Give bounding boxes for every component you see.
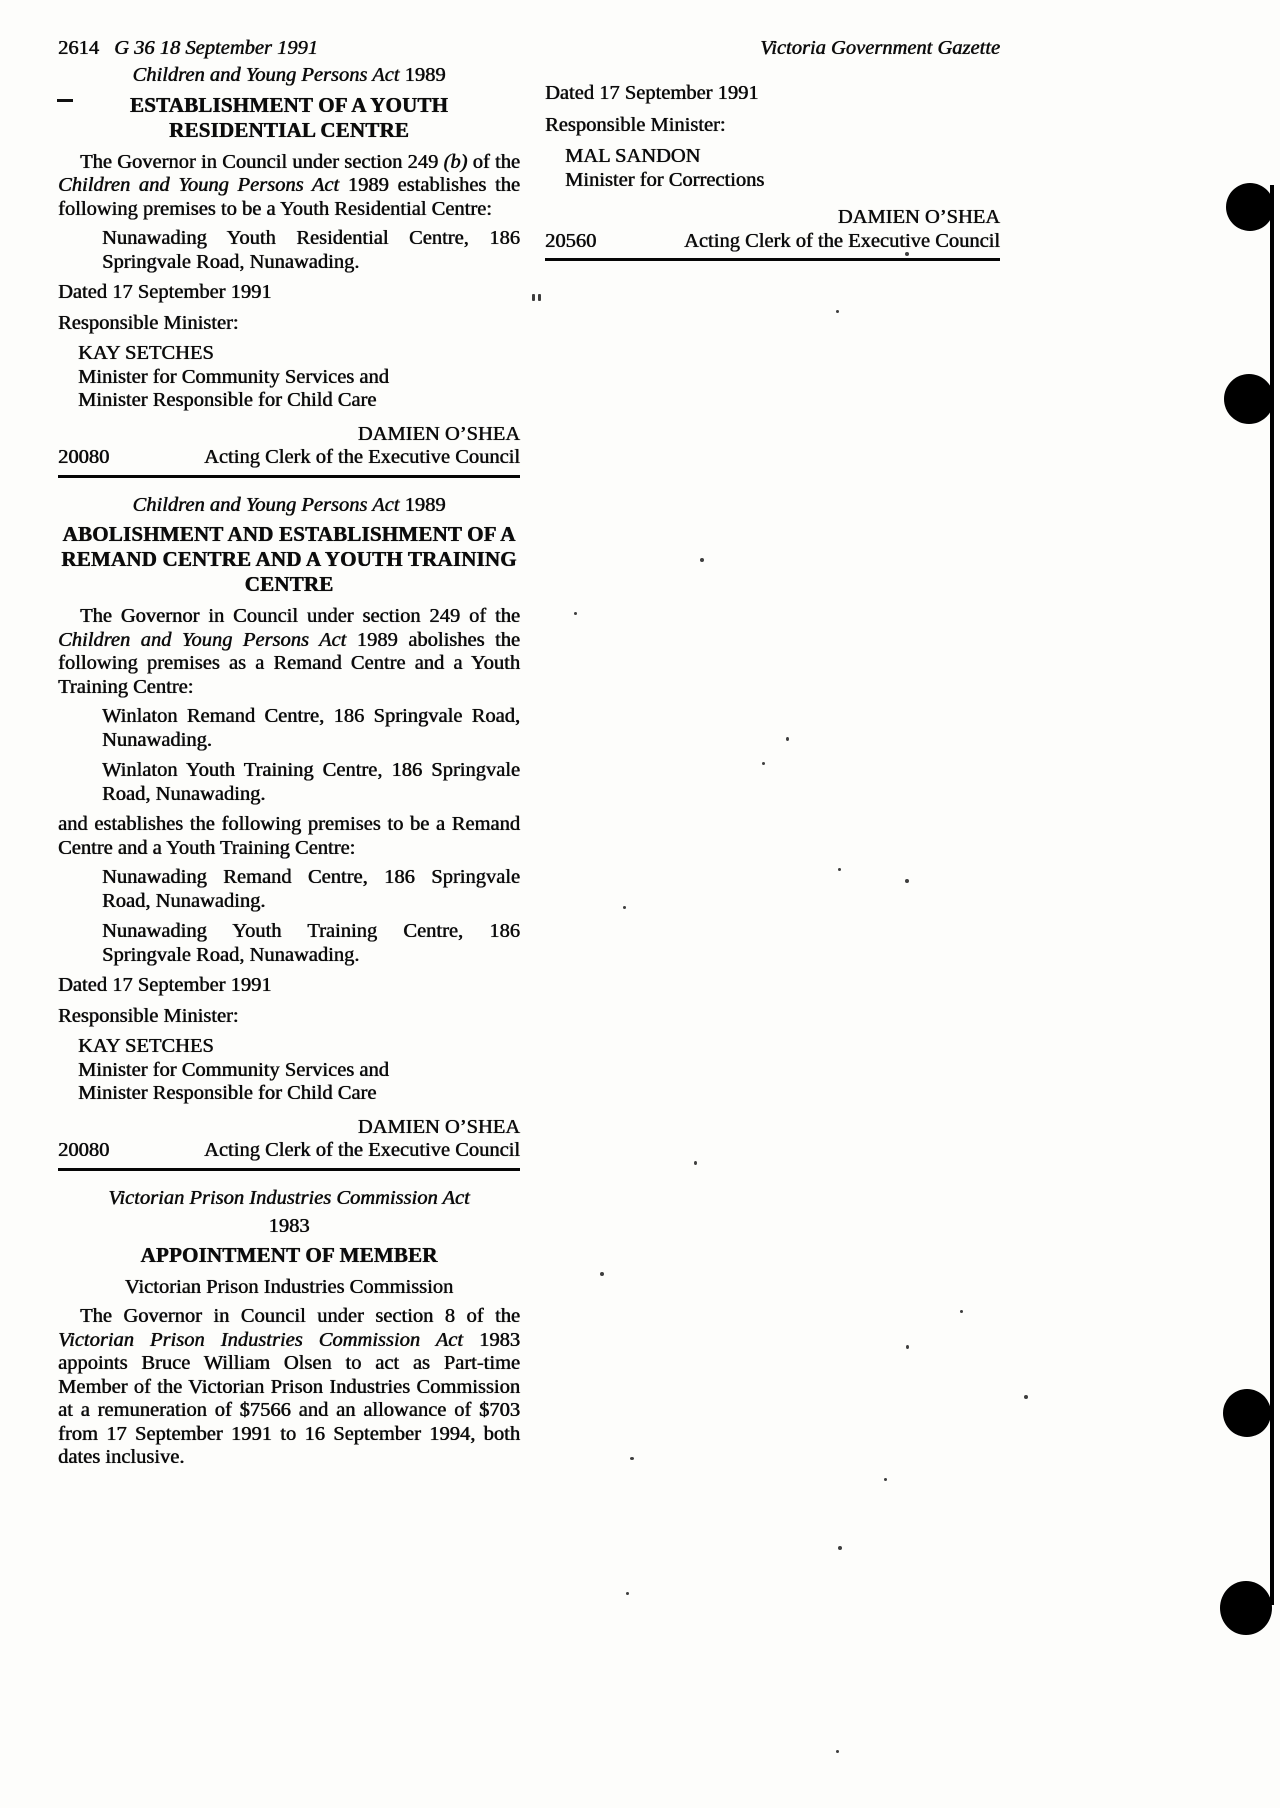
scan-speck [600,1272,604,1276]
scan-speck [1024,1395,1028,1399]
scan-speck [57,99,73,102]
signature-name: DAMIEN O’SHEA [837,206,1000,228]
scan-speck [905,879,909,883]
notice-number: 20080 [58,446,110,468]
premises-item: Nunawading Remand Centre, 186 Springvale Road, Nunawading. [102,866,520,912]
dated-line: Dated 17 September 1991 [58,281,272,303]
minister-name: MAL SANDON [565,145,701,167]
header-left [58,36,318,60]
binding-hole [1220,1581,1272,1635]
notice-corrections-continuation [545,82,1000,261]
scan-speck [694,1161,697,1165]
scan-speck [836,1750,839,1753]
minister-title: Minister for Corrections [565,168,765,191]
column-rule [58,475,520,478]
notice-number: 20560 [545,229,597,252]
intro-paragraph: The Governor in Council under section 249 of the Children and Young Persons Act 1989 abolishes the following premises as a Remand Centre and a Youth Training Centre: [58,605,520,698]
notice-heading: APPOINTMENT OF MEMBER [140,1242,438,1267]
notice-appointment [58,1187,520,1470]
scan-speck [532,294,535,301]
responsible-minister-label: Responsible Minister: [545,113,726,136]
responsible-minister-label: Responsible Minister: [58,311,239,334]
issue-info: G 36 18 September 1991 [114,37,318,59]
minister-title: Minister Responsible for Child Care [78,1082,377,1104]
signature-name: DAMIEN O’SHEA [357,1115,520,1138]
signature-title: Acting Clerk of the Executive Council [684,229,1000,252]
binding-hole [1226,183,1274,231]
scan-speck [838,1546,842,1550]
page-header [58,36,1000,60]
gazette-title: Victoria Government Gazette [760,37,1000,59]
act-title: Children and Young Persons Act 1989 [132,64,446,86]
signature-row [545,230,1000,254]
act-title: Children and Young Persons Act 1989 [132,493,446,516]
dated-line: Dated 17 September 1991 [58,974,272,996]
left-column [58,64,520,1476]
binding-hole [1224,374,1274,424]
scan-speck [905,252,909,256]
scan-speck [836,310,839,313]
notice-establishment [58,64,520,478]
notice-abolishment [58,494,520,1171]
binding-hole [1223,1389,1271,1437]
scan-speck [960,1310,963,1313]
scan-speck [786,737,789,741]
dated-line: Dated 17 September 1991 [545,82,759,104]
signature-title: Acting Clerk of the Executive Council [204,1139,520,1161]
minister-title: Minister for Community Services and [78,1058,389,1081]
mid-paragraph: and establishes the following premises to be a Remand Centre and a Youth Training Centre: [58,813,520,859]
scan-speck [623,906,626,909]
intro-paragraph: The Governor in Council under section 249 (b) of the Children and Young Persons Act 1989 establishes the following premises to be a Youth Residential Centre: [58,150,520,220]
column-rule [58,1168,520,1171]
scan-speck [630,1457,634,1460]
scan-speck [626,1592,629,1595]
minister-name: KAY SETCHES [78,342,214,364]
premises-item: Winlaton Youth Training Centre, 186 Springvale Road, Nunawading. [102,759,520,805]
premises-item: Nunawading Youth Residential Centre, 186 Springvale Road, Nunawading. [102,227,520,273]
scan-speck [906,1345,909,1349]
right-column [545,80,1000,261]
signature-row [58,446,520,470]
responsible-minister-label: Responsible Minister: [58,1004,239,1027]
column-rule [545,258,1000,261]
scan-speck [762,762,765,765]
minister-name: KAY SETCHES [78,1035,214,1057]
scan-speck [838,868,841,871]
signature-title: Acting Clerk of the Executive Council [204,446,520,468]
intro-paragraph: The Governor in Council under section 8 of the Victorian Prison Industries Commission Act 1983 appoints Bruce William Olsen to act as Part-time Member of the Victorian Prison Industries Commission at a remuneration of $7566 and an allowance of $703 from 17 September 1991 to 16 September 1994, both dates inclusive. [58,1305,520,1468]
notice-heading: ABOLISHMENT AND ESTABLISHMENT OF A REMAND CENTRE AND A YOUTH TRAINING CENTRE [61,522,517,596]
scan-speck [700,558,704,562]
scan-speck [538,294,541,301]
scan-speck [574,612,577,615]
signature-row [58,1139,520,1163]
minister-title: Minister Responsible for Child Care [78,389,377,411]
act-year: 1983 [268,1215,310,1237]
page-number: 2614 [58,37,99,59]
act-title: Victorian Prison Industries Commission Act [108,1186,470,1209]
notice-number: 20080 [58,1139,110,1161]
signature-name: DAMIEN O’SHEA [357,422,520,445]
scan-speck [884,1478,887,1481]
minister-title: Minister for Community Services and [78,365,389,388]
premises-item: Nunawading Youth Training Centre, 186 Springvale Road, Nunawading. [102,920,520,966]
premises-item: Winlaton Remand Centre, 186 Springvale Road, Nunawading. [102,705,520,751]
notice-heading: ESTABLISHMENT OF A YOUTH RESIDENTIAL CENTRE [129,92,449,142]
notice-subtitle: Victorian Prison Industries Commission [124,1275,454,1298]
